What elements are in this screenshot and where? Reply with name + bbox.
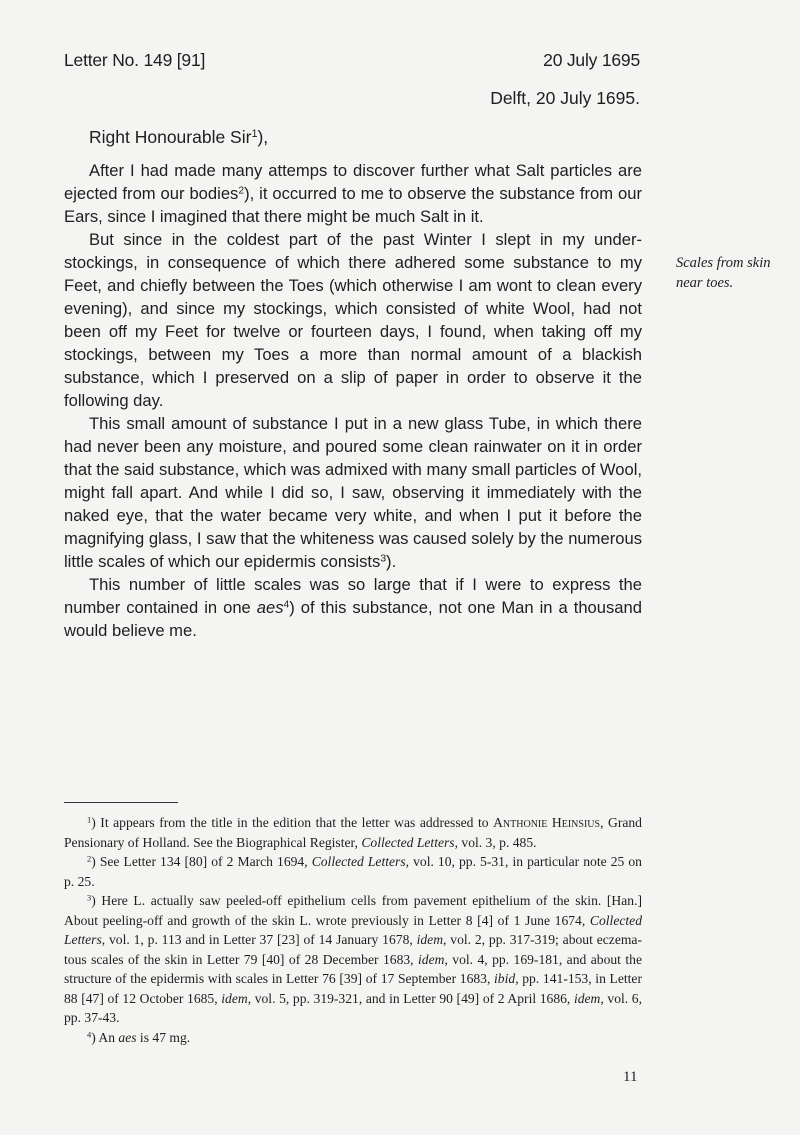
footnote-3-ibid: ibid	[494, 971, 516, 986]
page-number: 11	[623, 1069, 638, 1085]
paragraph-4-text-b: ) of this substance, not one Man in a thousand would believe me.	[64, 598, 642, 640]
footnote-3-text-e: , pp. 141-153, in Letter 88 [47] of 12 October 1685,	[64, 971, 642, 1006]
footnote-4-text-a: ) An	[91, 1029, 119, 1045]
footnote-ref-2[interactable]: 2	[238, 185, 245, 197]
paragraph-4-term: aes	[256, 598, 284, 617]
footnote-3-idem-3: idem	[221, 990, 248, 1006]
footnote-1	[64, 813, 642, 852]
footnote-separator	[64, 802, 178, 803]
salutation-text: Right Honourable Sir	[89, 127, 252, 147]
paragraph-3-text-a: This small amount of substance I put in a new glass Tube, in which there had never been any moisture, and poured some clean rainwater on it in order that the said substance, which was admixed with many small particles of Wool, might fall apart. And while I did so, I saw, observing it immediately with the naked eye, that the water became very white, and when I put it before the magnifying glass, I saw that the whiteness was caused solely by the numerous little scales of which our epidermis consists	[64, 414, 642, 571]
margin-note-line-2: near toes.	[676, 275, 734, 291]
running-header-letter: Letter No. 149 [91]	[64, 50, 206, 70]
salutation	[89, 127, 268, 148]
running-header-date: 20 July 1695	[543, 50, 640, 70]
footnote-3	[64, 891, 642, 1028]
paragraph-4-text-a: This number of little scales was so large that if I were to express the number contained in one	[64, 575, 642, 617]
footnotes	[64, 813, 642, 1047]
footnote-3-idem-4: idem	[573, 990, 601, 1006]
footnote-ref-1[interactable]: 1	[251, 128, 258, 141]
footnote-1-number: 1	[87, 814, 92, 825]
footnote-2-title: Collected Letters	[311, 854, 406, 869]
footnote-ref-4[interactable]: 4	[283, 599, 290, 611]
footnote-2-number: 2	[87, 853, 92, 864]
footnote-ref-3[interactable]: 3	[380, 553, 387, 565]
footnote-4-text-b: is 47 mg.	[136, 1029, 191, 1045]
footnote-4-number: 4	[87, 1028, 92, 1039]
paragraph-3	[64, 412, 642, 573]
footnote-3-idem-2: idem	[418, 951, 445, 967]
footnote-1-text-a: ) It appears from the title in the edition that the letter was addressed to	[91, 815, 494, 830]
paragraph-1-text-b: ), it occurred to me to observe the substance from our Ears, since I imagined that there might be much Salt in it.	[64, 184, 642, 226]
footnote-3-text-d: , vol. 4, pp. 169-181, and about the structure of the epidermis with scales in Letter 76 [39] of 17 September 1683,	[64, 951, 642, 986]
salutation-close: ),	[257, 127, 269, 147]
footnote-3-text-g: , vol. 6, pp. 37-43.	[64, 990, 642, 1025]
footnote-1-title: Collected Letters	[361, 834, 455, 850]
paragraph-3-text-b: ).	[386, 552, 397, 571]
footnote-3-text-c: , vol. 2, pp. 317-319; about eczema-tous scales of the skin in Letter 79 [40] of 28 December 1683,	[64, 932, 642, 967]
margin-note	[676, 253, 796, 293]
footnote-3-number: 3	[87, 892, 92, 903]
footnote-3-text-b: , vol. 1, p. 113 and in Letter 37 [23] of 14 January 1678,	[101, 932, 417, 947]
footnote-2-text-b: , vol. 10, pp. 5-31, in particular note 25 on p. 25.	[64, 854, 642, 889]
paragraph-4	[64, 573, 642, 642]
footnote-4-term: aes	[118, 1029, 137, 1045]
footnote-2-text-a: ) See Letter 134 [80] of 2 March 1694,	[91, 854, 312, 869]
margin-note-line-1: Scales from skin	[676, 255, 771, 271]
footnote-1-text-c: , vol. 3, p. 485.	[454, 834, 537, 850]
footnote-3-title: Collected Letters	[64, 912, 642, 947]
letter-body	[64, 159, 642, 642]
dateline: Delft, 20 July 1695.	[490, 88, 640, 108]
footnote-1-person: Anthonie Heinsius	[493, 815, 601, 830]
footnote-2	[64, 852, 642, 891]
paragraph-1-text-a: After I had made many attemps to discover further what Salt particles are ejected from our bodies	[64, 161, 642, 203]
footnote-4	[64, 1028, 642, 1048]
paragraph-1	[64, 159, 642, 228]
footnote-3-text-a: ) Here L. actually saw peeled-off epithelium cells from pavement epithelium of the skin. [Han.] About peeling-off and growth of the skin L. wrote previously in Letter 8 [4] of 1 June 1674,	[64, 893, 642, 928]
paragraph-2: But since in the coldest part of the past Winter I slept in my under-stockings, in consequence of which there adhered some substance to my Feet, and chiefly between the Toes (which otherwise I am wont to clean every evening), and since my stockings, which consisted of white Wool, had not been off my Feet for twelve or fourteen days, I found, when taking off my stockings, between my Toes a more than normal amount of a blackish substance, which I preserved on a slip of paper in order to observe it the following day.	[64, 230, 642, 410]
footnote-1-text-b: , Grand Pensionary of Holland. See the Biographical Register,	[64, 815, 642, 850]
footnote-3-idem-1: idem	[416, 932, 444, 947]
footnote-3-text-f: , vol. 5, pp. 319-321, and in Letter 90 [49] of 2 April 1686,	[247, 990, 574, 1006]
